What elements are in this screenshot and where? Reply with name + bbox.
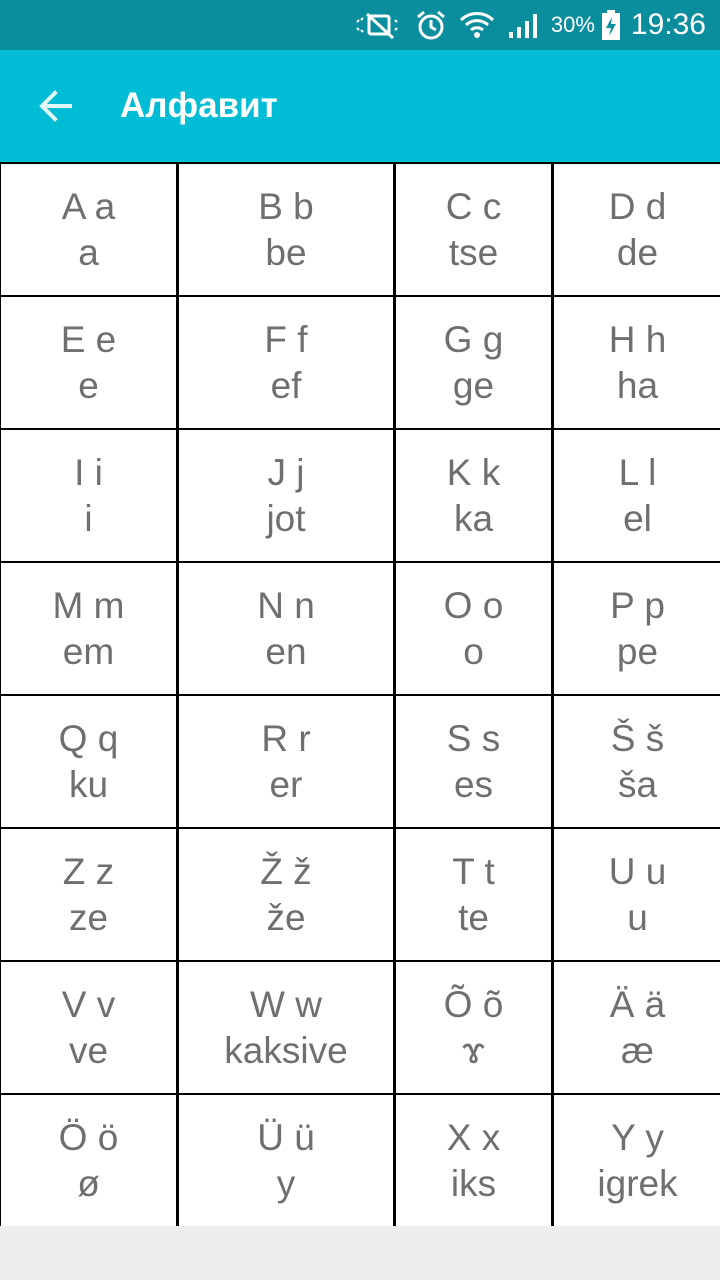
letter-name: te	[458, 896, 489, 938]
letter-glyphs: Š š	[610, 717, 665, 759]
letter-cell[interactable]	[179, 563, 393, 694]
letter-name: es	[453, 763, 494, 805]
letter-glyphs: Ü ü	[257, 1116, 315, 1158]
letter-glyphs: Ö ö	[58, 1116, 119, 1158]
letter-name: en	[265, 630, 307, 672]
letter-cell[interactable]	[1, 563, 176, 694]
letter-name: pe	[616, 630, 659, 672]
letter-cell[interactable]	[554, 430, 720, 561]
letter-glyphs: O o	[443, 584, 504, 626]
letter-glyphs: V v	[61, 983, 116, 1025]
letter-name: æ	[621, 1029, 654, 1071]
clock: 19:36	[630, 8, 706, 41]
letter-cell[interactable]	[179, 164, 393, 295]
arrow-left-icon	[36, 86, 76, 126]
letter-cell[interactable]	[396, 1095, 551, 1226]
letter-cell[interactable]	[396, 563, 551, 694]
letter-cell[interactable]	[179, 297, 393, 428]
letter-name: ef	[270, 364, 302, 406]
letter-cell[interactable]	[396, 430, 551, 561]
letter-cell[interactable]	[1, 430, 176, 561]
letter-glyphs: Ä ä	[609, 983, 666, 1025]
letter-name: u	[627, 896, 648, 938]
letter-name: ge	[452, 364, 495, 406]
battery-percent: 30%	[550, 12, 595, 37]
status-bar	[0, 0, 720, 50]
letter-glyphs: A a	[61, 185, 116, 227]
letter-glyphs: W w	[250, 983, 322, 1025]
letter-glyphs: I i	[74, 451, 103, 493]
letter-cell[interactable]	[1, 962, 176, 1093]
letter-glyphs: T t	[452, 850, 495, 892]
letter-name: ha	[616, 364, 659, 406]
letter-cell[interactable]	[1, 297, 176, 428]
letter-name: ze	[68, 896, 109, 938]
letter-name: em	[62, 630, 115, 672]
letter-cell[interactable]	[1, 1095, 176, 1226]
letter-name: ø	[77, 1162, 100, 1204]
letter-cell[interactable]	[179, 829, 393, 960]
letter-cell[interactable]	[396, 297, 551, 428]
letter-glyphs: K k	[446, 451, 501, 493]
letter-cell[interactable]	[1, 829, 176, 960]
letter-name: de	[616, 231, 659, 273]
letter-cell[interactable]	[554, 1095, 720, 1226]
signal-icon	[507, 10, 541, 40]
letter-cell[interactable]	[179, 696, 393, 827]
letter-glyphs: D d	[608, 185, 667, 227]
letter-glyphs: Q q	[58, 717, 119, 759]
letter-glyphs: F f	[264, 318, 308, 360]
letter-glyphs: S s	[446, 717, 501, 759]
alarm-icon	[415, 9, 447, 41]
letter-cell[interactable]	[396, 962, 551, 1093]
letter-glyphs: Õ õ	[443, 983, 504, 1025]
letter-glyphs: H h	[608, 318, 667, 360]
letter-cell[interactable]	[554, 696, 720, 827]
letter-name: ša	[617, 763, 658, 805]
letter-name: igrek	[597, 1162, 678, 1204]
letter-glyphs: E e	[60, 318, 117, 360]
letter-name: kaksive	[224, 1029, 348, 1071]
letter-cell[interactable]	[396, 696, 551, 827]
wifi-icon	[459, 9, 495, 41]
letter-name: i	[84, 497, 93, 539]
letter-cell[interactable]	[396, 164, 551, 295]
letter-cell[interactable]	[554, 563, 720, 694]
letter-cell[interactable]	[396, 829, 551, 960]
letter-cell[interactable]	[179, 962, 393, 1093]
letter-glyphs: X x	[446, 1116, 501, 1158]
letter-glyphs: G g	[443, 318, 504, 360]
letter-cell[interactable]	[554, 829, 720, 960]
letter-cell[interactable]	[554, 297, 720, 428]
letter-name: be	[265, 231, 307, 273]
letter-glyphs: Ž ž	[260, 850, 312, 892]
letter-name: er	[269, 763, 303, 805]
letter-glyphs: P p	[610, 584, 665, 626]
letter-glyphs: B b	[258, 185, 314, 227]
letter-glyphs: M m	[52, 584, 125, 626]
back-button[interactable]	[26, 76, 86, 136]
letter-name: ɤ	[462, 1029, 485, 1071]
letter-name: iks	[450, 1162, 497, 1204]
letter-cell[interactable]	[179, 430, 393, 561]
battery-charging-icon	[601, 9, 621, 41]
letter-cell[interactable]	[179, 1095, 393, 1226]
letter-name: ku	[68, 763, 109, 805]
letter-cell[interactable]	[1, 164, 176, 295]
letter-glyphs: C c	[445, 185, 502, 227]
letter-cell[interactable]	[554, 164, 720, 295]
letter-name: o	[463, 630, 484, 672]
letter-glyphs: R r	[261, 717, 311, 759]
letter-name: y	[276, 1162, 296, 1204]
alphabet-grid	[0, 162, 720, 1226]
letter-cell[interactable]	[554, 962, 720, 1093]
letter-glyphs: L l	[618, 451, 657, 493]
letter-name: jot	[266, 497, 306, 539]
letter-glyphs: Y y	[611, 1116, 664, 1158]
letter-name: ka	[453, 497, 494, 539]
letter-name: tse	[448, 231, 499, 273]
mute-icon	[355, 10, 403, 40]
letter-name: ve	[68, 1029, 109, 1071]
letter-name: el	[623, 497, 652, 539]
letter-name: e	[78, 364, 99, 406]
letter-cell[interactable]	[1, 696, 176, 827]
letter-glyphs: Z z	[62, 850, 115, 892]
letter-glyphs: U u	[608, 850, 667, 892]
letter-glyphs: N n	[257, 584, 315, 626]
letter-name: že	[266, 896, 306, 938]
letter-glyphs: J j	[267, 451, 305, 493]
bottom-empty-area	[0, 1226, 720, 1280]
app-bar	[0, 50, 720, 162]
letter-name: a	[78, 231, 99, 273]
page-title: Алфавит	[120, 86, 278, 125]
